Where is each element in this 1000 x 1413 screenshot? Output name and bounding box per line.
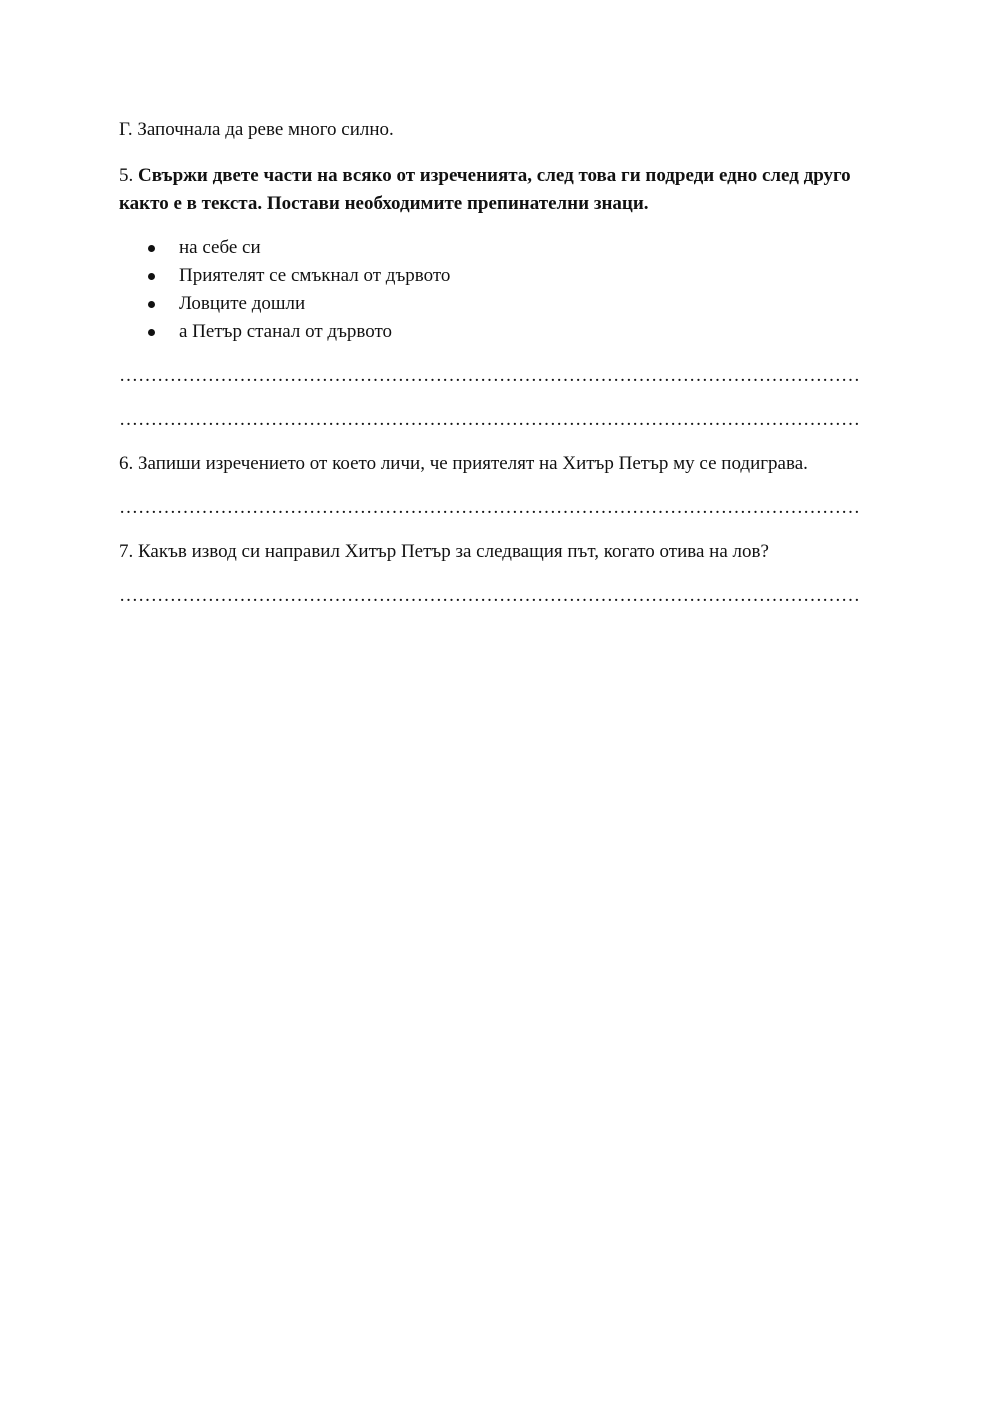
question-6: 6. Запиши изречението от което личи, че приятелят на Хитър Петър му се подиграва. [119,453,808,474]
answer-line-q7[interactable]: ……………………………………………………………………………………………………… [119,585,860,606]
list-item-text: а Петър станал от дървото [179,321,393,342]
bullet-icon [148,329,155,336]
question-7: 7. Какъв извод си направил Хитър Петър за следващия път, когато отива на лов? [119,541,769,562]
list-item [119,290,879,318]
list-item-text: Ловците дошли [179,293,306,314]
answer-option-g: Г. Започнала да реве много силно. [119,119,394,140]
bullet-icon [148,273,155,280]
list-item [119,318,879,346]
worksheet-page [119,116,879,626]
answer-line-q5-1[interactable]: ……………………………………………………………………………………………………… [119,365,860,386]
bullet-icon [148,301,155,308]
question-5 [119,162,879,218]
answer-line-q5-2[interactable]: ……………………………………………………………………………………………………… [119,409,860,430]
sentence-parts-list [119,234,879,346]
question-5-number: 5. [119,165,138,186]
question-5-instruction: Свържи двете части на всяко от изреченията, след това ги подреди едно след друго както е в текста. Постави необходимите препинателни знаци. [119,165,851,214]
list-item [119,234,879,262]
list-item-text: Приятелят се смъкнал от дървото [179,265,451,286]
bullet-icon [148,245,155,252]
answer-line-q6[interactable]: ……………………………………………………………………………………………………… [119,497,860,518]
list-item [119,262,879,290]
list-item-text: на себе си [179,237,261,258]
